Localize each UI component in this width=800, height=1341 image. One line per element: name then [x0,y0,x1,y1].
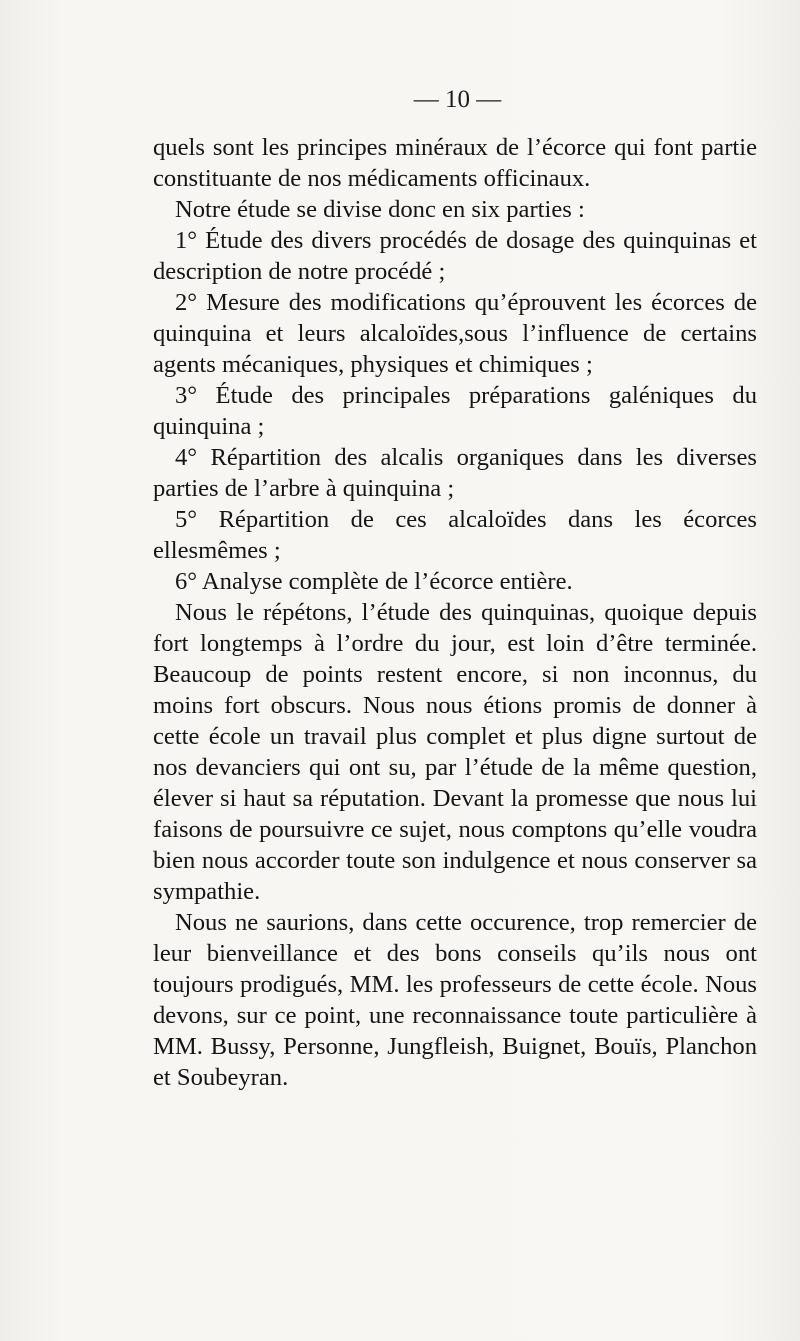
list-item-2: 2° Mesure des modifications qu’éprouvent les écorces de quinquina et leurs alcaloïdes,sous l’influence de certains agents mécaniques, physiques et chimiques ; [153,289,757,378]
paragraph-acknowledgments: Nous ne saurions, dans cette occurence, trop remercier de leur bienveillance et des bons conseils qu’ils nous ont toujours prodigués, MM. les professeurs de cette école. Nous devons, sur ce point, une reconnaissance toute particulière à MM. Bussy, Personne, Jungfleish, Buignet, Bouïs, Planchon et Soubeyran. [153,909,757,1091]
list-item-6: 6° Analyse complète de l’écorce entière. [175,568,573,595]
list-item-5: 5° Répartition de ces alcaloïdes dans les écorces ellesmêmes ; [153,506,757,564]
paragraph-intro: quels sont les principes minéraux de l’écorce qui font partie constituante de nos médicaments officinaux. [153,134,757,192]
paragraph-divisions-intro: Notre étude se divise donc en six parties : [175,196,585,223]
page-number: — 10 — [413,86,502,113]
list-item-1: 1° Étude des divers procédés de dosage des quinquinas et description de notre procédé ; [153,227,757,285]
list-item-3: 3° Étude des principales préparations galéniques du quinquina ; [153,382,757,440]
paragraph-repetition: Nous le répétons, l’étude des quinquinas, quoique depuis fort longtemps à l’ordre du jour, est loin d’être terminée. Beaucoup de points restent encore, si non inconnus, du moins fort obscurs. Nous nous étions promis de donner à cette école un travail plus complet et plus digne surtout de nos devanciers qui ont su, par l’étude de la même question, élever si haut sa réputation. Devant la promesse que nous lui faisons de poursuivre ce sujet, nous comptons qu’elle voudra bien nous accorder toute son indulgence et nous conserver sa sympathie. [153,599,757,905]
list-item-4: 4° Répartition des alcalis organiques dans les diverses parties de l’arbre à quinquina ; [153,444,757,502]
body-text [153,132,757,1093]
